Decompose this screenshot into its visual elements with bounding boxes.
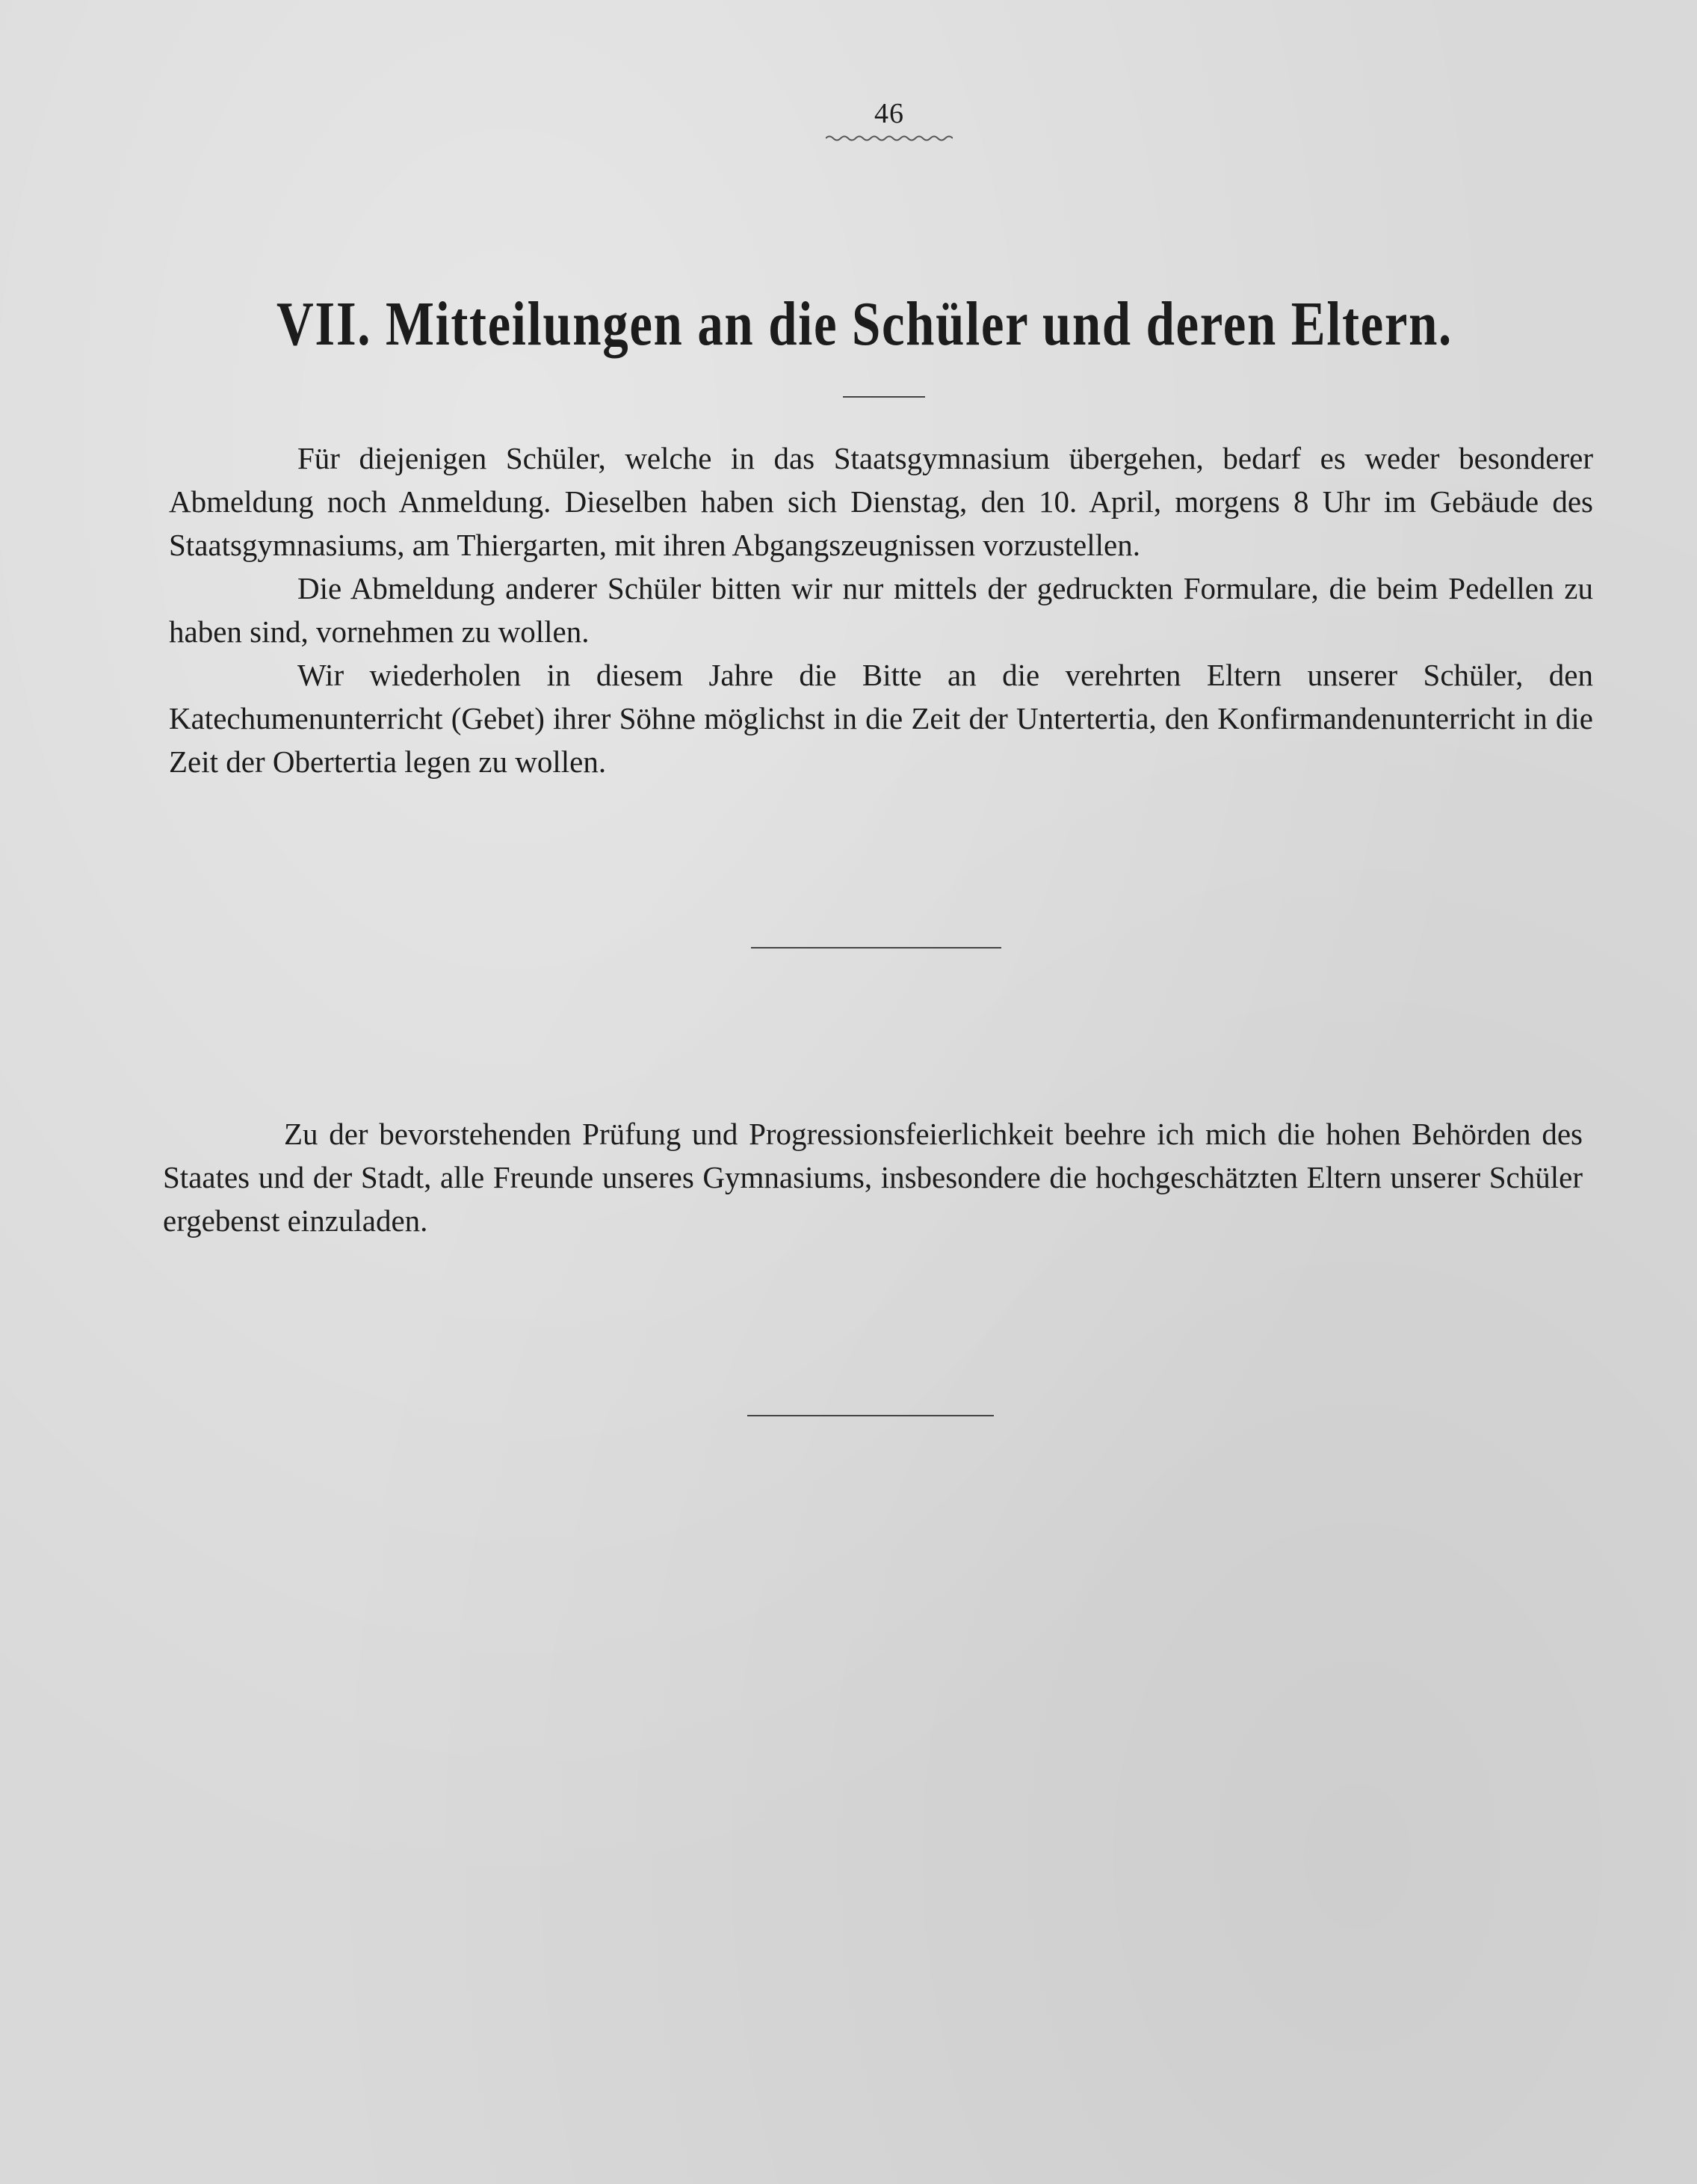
paragraph-invitation: Zu der bevorstehenden Prüfung und Progressionsfeierlichkeit beehre ich mich die hohen Behörden des Staates und der Stadt, alle Freunde unseres Gymnasiums, insbesondere die hochgeschätzten Eltern unserer Schüler ergebenst einzuladen. [163, 1117, 1583, 1238]
heading-divider [843, 396, 925, 398]
page-number-ornament [826, 133, 953, 144]
paragraph-deregistration: Die Abmeldung anderer Schüler bitten wir nur mittels der gedruckten Formulare, die beim Pedellen zu haben sind, vornehmen zu wollen. [169, 571, 1593, 649]
paragraph-transfer: Für diejenigen Schüler, welche in das Staatsgymnasium übergehen, bedarf es weder besonderer Abmeldung noch Anmeldung. Dieselben haben sich Dienstag, den 10. April, morgens 8 Uhr im Gebäude des Staatsgymnasiums, am Thiergarten, mit ihren Abgangszeugnissen vorzustellen. [169, 441, 1593, 562]
section-divider [751, 947, 1001, 948]
paragraph-catechumen: Wir wiederholen in diesem Jahre die Bitte an die verehrten Eltern unserer Schüler, den Katechumenunterricht (Gebet) ihrer Söhne möglichst in die Zeit der Untertertia, den Konfirmandenunterricht in die Zeit der Obertertia legen zu wollen. [169, 658, 1593, 779]
invitation-section [163, 1112, 1583, 1242]
page-number: 46 [874, 98, 904, 129]
notices-section [169, 437, 1593, 783]
section-heading: VII. Mitteilungen an die Schüler und deren Eltern. [276, 289, 1453, 359]
closing-divider [747, 1415, 994, 1416]
